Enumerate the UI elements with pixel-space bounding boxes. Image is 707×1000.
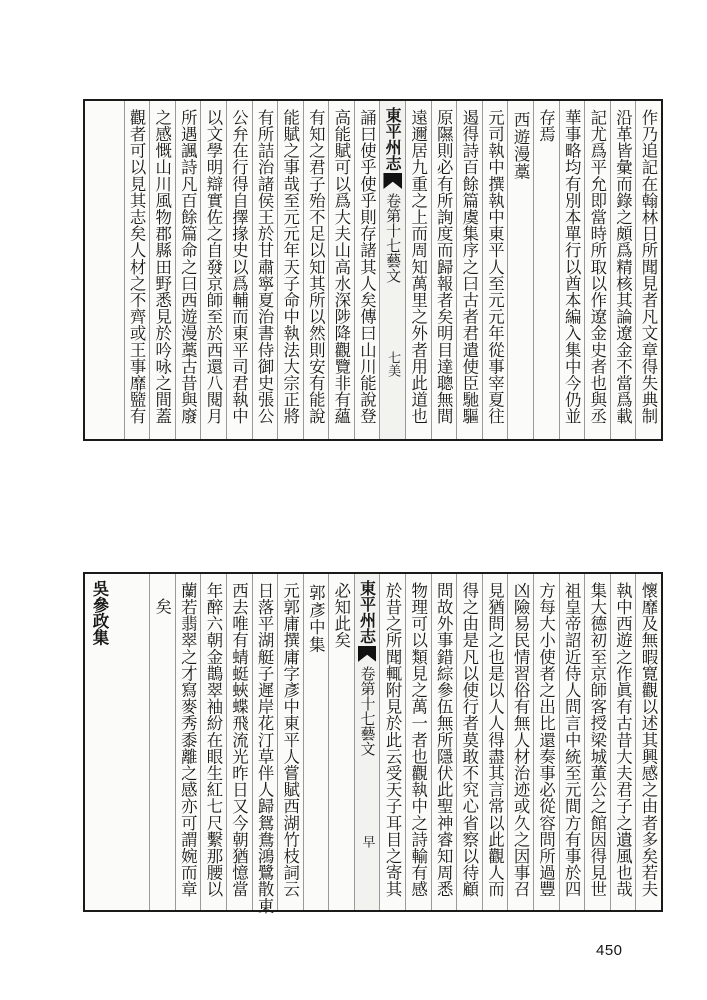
text-line: 誦曰使乎使乎則存諸其人矣傳曰山川能說登: [357, 109, 377, 425]
text-line: 問故外事錯綜參伍無所隱伏此聖神睿知周悉: [434, 582, 454, 898]
text-column: [610, 101, 636, 439]
text-line: 集大德初至京師客授梁城董公之館因得見世: [587, 582, 607, 898]
text-line: 所遇諷詩凡百餘篇命之曰西遊漫藁古昔與廢: [178, 109, 198, 425]
section-heading-column: [507, 101, 533, 439]
text-column: [124, 101, 150, 439]
text-column: [328, 574, 354, 910]
text-line: 公弁在行得自擇掾史以爲輔而東平司君執中: [229, 109, 249, 425]
leaf-number: 早: [359, 835, 375, 848]
gazetteer-title: 東平州志: [383, 107, 403, 171]
text-column: [149, 101, 175, 439]
text-column: [252, 101, 278, 439]
text-column: [379, 574, 405, 910]
gazetteer-title: 東平州志: [357, 580, 377, 644]
text-line: 原隰則必有所詢度而歸報者矣明目達聰無間: [434, 109, 454, 425]
text-column: [533, 574, 559, 910]
leaf-number: 七美: [385, 351, 401, 377]
text-line: 西去唯有蜻蜓蛺蝶飛流光昨日又今朝猶憶當: [229, 582, 249, 898]
text-line: 記尤爲平允即當時所取以作遼金史者也與丞: [587, 109, 607, 425]
text-column: [482, 101, 508, 439]
bottom-columns: [85, 574, 661, 914]
text-column: [559, 574, 585, 910]
text-column: [149, 574, 175, 910]
text-column: [584, 574, 610, 910]
text-column: [431, 574, 457, 910]
text-column: [533, 101, 559, 439]
chapter-label: 卷第十七藝文: [384, 193, 403, 283]
top-panel: [83, 99, 663, 441]
text-line: 高能賦可以爲大夫山高水深陟降觀覽非有蘊: [331, 109, 351, 425]
text-line: 元郭庸撰庸字彥中東平人嘗賦西湖竹枝詞云: [280, 582, 300, 898]
text-column: [303, 101, 329, 439]
text-column: [328, 101, 354, 439]
text-column: [507, 574, 533, 910]
text-column: [635, 574, 661, 910]
page-number: 450: [596, 942, 623, 959]
top-columns: [85, 101, 661, 439]
text-column: [277, 101, 303, 439]
text-line: 能賦之事哉至元元年天子命中執法大宗正將: [280, 109, 300, 425]
text-line: 執中西遊之作眞有古昔大夫君子之遺風也哉: [613, 582, 633, 898]
text-line: 於昔之所聞輒附見於此云受天子耳目之寄其: [383, 582, 403, 898]
text-line: 凶險易民情習俗有無人材治迹或久之因事召: [511, 582, 531, 898]
text-line: 年醉六朝金鵲翠袖紛在眼生紅七尺繫那腰以: [203, 582, 223, 898]
fish-tail-mark-icon: [383, 173, 402, 189]
text-line: 得之由是凡以使行者莫敢不究心省察以待顧: [459, 582, 479, 898]
text-column: [405, 101, 431, 439]
text-line: 必知此矣: [331, 582, 351, 649]
text-column: [431, 101, 457, 439]
page-header-column: [354, 574, 380, 910]
text-column: [175, 574, 201, 910]
section-heading: 郭彥中集: [306, 584, 326, 654]
section-heading: 西遊漫藁: [511, 111, 531, 181]
text-column: [482, 574, 508, 910]
text-line: 遠邇居九重之上而周知萬里之外者用此道也: [408, 109, 428, 425]
text-line: 華事略均有別本單行以酋本編入集中今仍並: [562, 109, 582, 425]
text-column: [200, 101, 226, 439]
collection-title: 吳參政集: [90, 580, 109, 646]
bottom-panel: [83, 572, 663, 912]
text-line: 作乃追記在翰林日所聞見者凡文章得失典制: [639, 109, 658, 425]
chapter-label: 卷第十七藝文: [358, 666, 377, 756]
text-column: [252, 574, 278, 914]
text-line: 方每大小使者之出比還奏事必從容問所過豐: [536, 582, 556, 898]
text-line: 觀者可以見其志矣人材之不齊或王事靡盬有: [127, 109, 147, 425]
fish-tail-mark-icon: [358, 646, 377, 662]
text-line: 物理可以類見之萬一者也觀執中之詩輸有感: [408, 582, 428, 898]
text-column: [354, 101, 380, 439]
text-line: 有知之君子殆不足以知其所以然則安有能說: [306, 109, 326, 425]
text-column: [175, 101, 201, 439]
text-line: 之感慨山川風物郡縣田野悉見於吟咏之間蓋: [152, 109, 172, 425]
text-line: 見猶問之也是以人人得盡其言常以此觀人而: [485, 582, 505, 898]
text-line: 祖皇帝詔近侍人問言中統至元間方有事於四: [562, 582, 582, 898]
text-line: 日落平湖艇子遲岸花汀草伴人歸鴛鴦鴻鷺散東: [255, 582, 275, 914]
text-column: [226, 574, 252, 910]
text-line: 沿革皆彙而錄之頗爲精核其論遼金不當爲載: [613, 109, 633, 425]
text-column: [200, 574, 226, 910]
text-column: [277, 574, 303, 910]
text-line: 元司執中撰執中東平人至元元年從事宰夏往: [485, 109, 505, 425]
text-column: [559, 101, 585, 439]
text-column: [635, 101, 661, 439]
text-line: 有所詰治諸侯王於甘肅寧夏治書侍御史張公: [255, 109, 275, 425]
text-column: [456, 101, 482, 439]
text-column: [584, 101, 610, 439]
text-column: [610, 574, 636, 910]
text-line: 蘭若翡翠之才寫麥秀黍離之感亦可謂婉而章: [178, 582, 198, 898]
text-line: 懷靡及無暇寛觀以述其興感之由者多矣若夫: [639, 582, 658, 898]
text-column: [456, 574, 482, 910]
page-header-column: [379, 101, 405, 439]
text-line: 遏得詩百餘篇虞集序之曰古者君遣使臣馳驅: [459, 109, 479, 425]
text-column: [226, 101, 252, 439]
section-heading-column: [303, 574, 329, 910]
text-line: 以文學明辯實佐之自發京師至於西還八閱月: [203, 109, 223, 425]
text-column: [405, 574, 431, 910]
text-line: 矣: [152, 598, 172, 615]
text-line: 存焉: [536, 109, 556, 143]
